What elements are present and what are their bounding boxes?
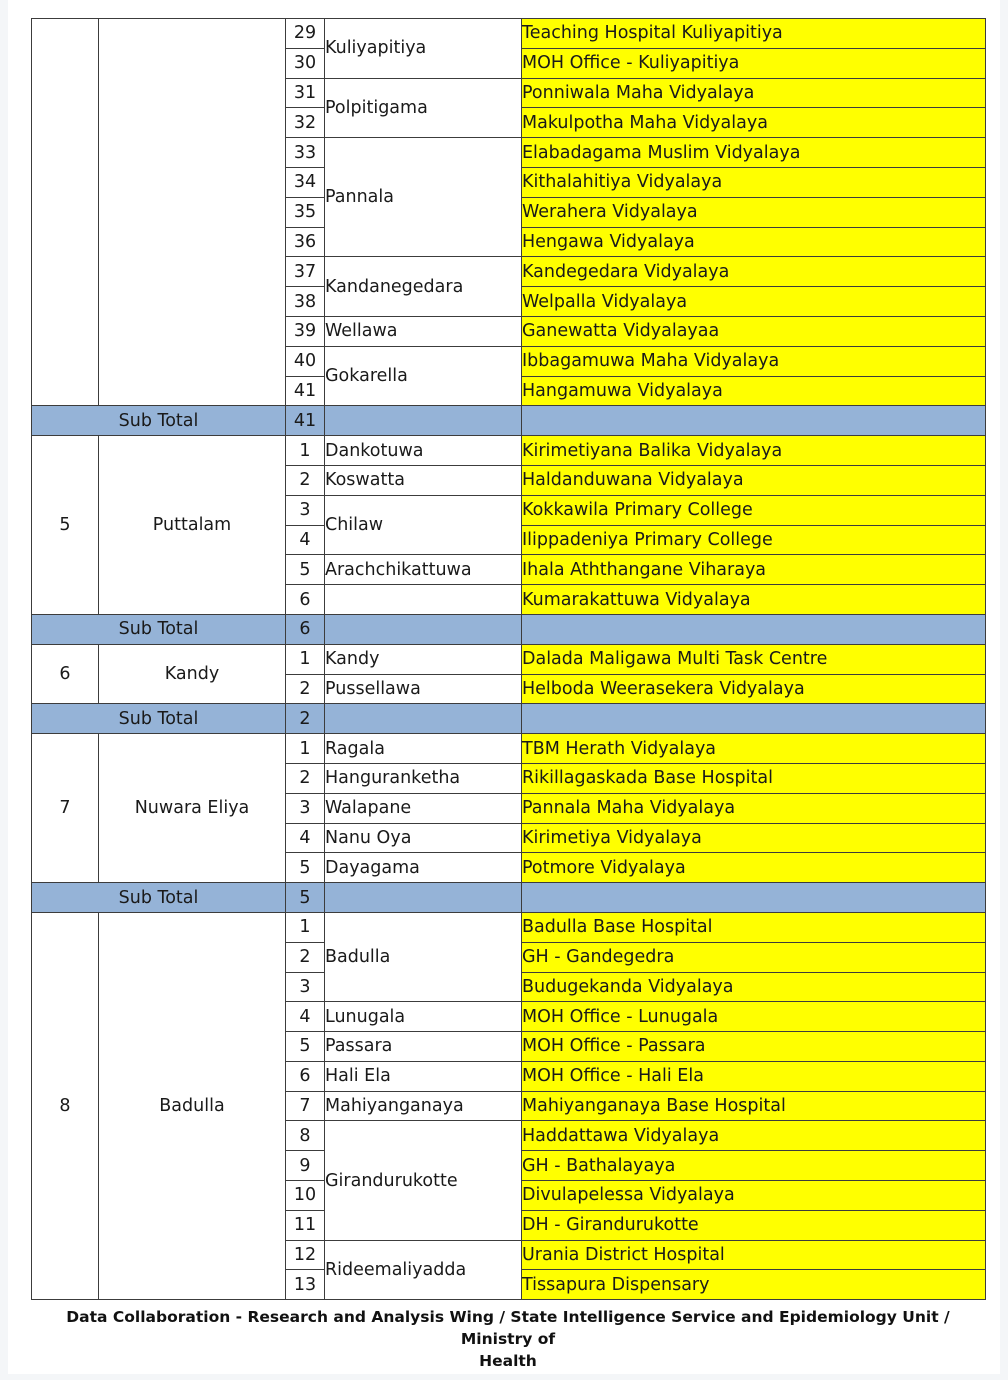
district-number	[32, 19, 99, 406]
moh-area: Passara	[325, 1032, 522, 1062]
document-page	[8, 0, 1000, 1374]
moh-area: Nanu Oya	[325, 823, 522, 853]
district-name	[99, 19, 286, 406]
row-number: 9	[286, 1151, 325, 1181]
row-number: 34	[286, 167, 325, 197]
moh-area: Hanguranketha	[325, 763, 522, 793]
subtotal-label: Sub Total	[32, 406, 286, 436]
vaccination-center: Kandegedara Vidyalaya	[522, 257, 986, 287]
vaccination-center: MOH Office - Hali Ela	[522, 1061, 986, 1091]
vaccination-center: Elabadagama Muslim Vidyalaya	[522, 138, 986, 168]
row-number: 5	[286, 555, 325, 585]
footer-credit	[31, 1306, 985, 1372]
row-number: 8	[286, 1121, 325, 1151]
row-number: 2	[286, 465, 325, 495]
row-number: 38	[286, 287, 325, 317]
subtotal-row	[32, 704, 986, 734]
subtotal-blank	[325, 406, 522, 436]
moh-area: Lunugala	[325, 1002, 522, 1032]
vaccination-center: Urania District Hospital	[522, 1240, 986, 1270]
moh-area	[325, 585, 522, 615]
row-number: 12	[286, 1240, 325, 1270]
moh-area: Dayagama	[325, 853, 522, 883]
subtotal-blank	[325, 704, 522, 734]
row-number: 13	[286, 1270, 325, 1300]
moh-area: Badulla	[325, 912, 522, 1001]
moh-area: Arachchikattuwa	[325, 555, 522, 585]
subtotal-row	[32, 614, 986, 644]
subtotal-blank	[325, 883, 522, 913]
subtotal-label: Sub Total	[32, 883, 286, 913]
moh-area: Mahiyanganaya	[325, 1091, 522, 1121]
vaccination-center: Pannala Maha Vidyalaya	[522, 793, 986, 823]
row-number: 3	[286, 793, 325, 823]
district-name: Nuwara Eliya	[99, 734, 286, 883]
moh-area: Rideemaliyadda	[325, 1240, 522, 1300]
row-number: 3	[286, 972, 325, 1002]
moh-area: Kandanegedara	[325, 257, 522, 317]
row-number: 2	[286, 763, 325, 793]
vaccination-center: Welpalla Vidyalaya	[522, 287, 986, 317]
moh-area: Hali Ela	[325, 1061, 522, 1091]
row-number: 4	[286, 525, 325, 555]
vaccination-center: TBM Herath Vidyalaya	[522, 734, 986, 764]
subtotal-row	[32, 883, 986, 913]
moh-area: Walapane	[325, 793, 522, 823]
vaccination-center: Divulapelessa Vidyalaya	[522, 1181, 986, 1211]
subtotal-blank	[522, 614, 986, 644]
subtotal-blank	[522, 704, 986, 734]
moh-area: Chilaw	[325, 495, 522, 555]
table-row	[32, 436, 986, 466]
row-number: 1	[286, 734, 325, 764]
moh-area: Polpitigama	[325, 78, 522, 138]
vaccination-center: Helboda Weerasekera Vidyalaya	[522, 674, 986, 704]
vaccination-center: Kirimetiya Vidyalaya	[522, 823, 986, 853]
subtotal-blank	[522, 406, 986, 436]
row-number: 35	[286, 197, 325, 227]
moh-area: Pannala	[325, 138, 522, 257]
row-number: 37	[286, 257, 325, 287]
vaccination-center: Kumarakattuwa Vidyalaya	[522, 585, 986, 615]
vaccination-center: MOH Office - Lunugala	[522, 1002, 986, 1032]
moh-area: Wellawa	[325, 316, 522, 346]
vaccination-center: Ibbagamuwa Maha Vidyalaya	[522, 346, 986, 376]
vaccination-center: Potmore Vidyalaya	[522, 853, 986, 883]
row-number: 41	[286, 376, 325, 406]
row-number: 2	[286, 942, 325, 972]
vaccination-center: Ihala Aththangane Viharaya	[522, 555, 986, 585]
vaccination-center: Ponniwala Maha Vidyalaya	[522, 78, 986, 108]
vaccination-center: MOH Office - Kuliyapitiya	[522, 48, 986, 78]
row-number: 6	[286, 1061, 325, 1091]
vaccination-center: Rikillagaskada Base Hospital	[522, 763, 986, 793]
vaccination-center: Haddattawa Vidyalaya	[522, 1121, 986, 1151]
subtotal-row	[32, 406, 986, 436]
district-number: 7	[32, 734, 99, 883]
row-number: 1	[286, 436, 325, 466]
row-number: 10	[286, 1181, 325, 1211]
footer-line-2: Health	[479, 1352, 537, 1370]
district-name: Puttalam	[99, 436, 286, 615]
vaccination-center: Kithalahitiya Vidyalaya	[522, 167, 986, 197]
row-number: 33	[286, 138, 325, 168]
row-number: 40	[286, 346, 325, 376]
vaccination-center: Kirimetiyana Balika Vidyalaya	[522, 436, 986, 466]
vaccination-center: Hangamuwa Vidyalaya	[522, 376, 986, 406]
vaccination-center: Ganewatta Vidyalayaa	[522, 316, 986, 346]
table-body	[32, 19, 986, 1300]
vaccination-center: Dalada Maligawa Multi Task Centre	[522, 644, 986, 674]
row-number: 1	[286, 912, 325, 942]
row-number: 5	[286, 1032, 325, 1062]
vaccination-center: Teaching Hospital Kuliyapitiya	[522, 19, 986, 49]
subtotal-label: Sub Total	[32, 704, 286, 734]
vaccination-center: Haldanduwana Vidyalaya	[522, 465, 986, 495]
row-number: 32	[286, 108, 325, 138]
footer-line-1: Data Collaboration - Research and Analysis Wing / State Intelligence Service and Epidemiology Unit / Ministry of	[66, 1308, 950, 1348]
row-number: 31	[286, 78, 325, 108]
vaccination-center: DH - Girandurukotte	[522, 1210, 986, 1240]
vaccination-center: Mahiyanganaya Base Hospital	[522, 1091, 986, 1121]
row-number: 30	[286, 48, 325, 78]
subtotal-blank	[522, 883, 986, 913]
subtotal-blank	[325, 614, 522, 644]
vaccination-centers-table	[31, 18, 986, 1300]
row-number: 5	[286, 853, 325, 883]
moh-area: Kandy	[325, 644, 522, 674]
moh-area: Gokarella	[325, 346, 522, 406]
row-number: 2	[286, 674, 325, 704]
table-row	[32, 644, 986, 674]
vaccination-center: GH - Bathalayaya	[522, 1151, 986, 1181]
vaccination-center: Werahera Vidyalaya	[522, 197, 986, 227]
subtotal-value: 5	[286, 883, 325, 913]
row-number: 4	[286, 1002, 325, 1032]
moh-area: Ragala	[325, 734, 522, 764]
district-name: Kandy	[99, 644, 286, 704]
subtotal-value: 41	[286, 406, 325, 436]
subtotal-value: 6	[286, 614, 325, 644]
row-number: 6	[286, 585, 325, 615]
table-row	[32, 734, 986, 764]
district-name: Badulla	[99, 912, 286, 1299]
vaccination-center: Badulla Base Hospital	[522, 912, 986, 942]
district-number: 5	[32, 436, 99, 615]
row-number: 11	[286, 1210, 325, 1240]
vaccination-center: Hengawa Vidyalaya	[522, 227, 986, 257]
table-row	[32, 19, 986, 49]
district-number: 6	[32, 644, 99, 704]
vaccination-center: Kokkawila Primary College	[522, 495, 986, 525]
row-number: 7	[286, 1091, 325, 1121]
subtotal-label: Sub Total	[32, 614, 286, 644]
moh-area: Pussellawa	[325, 674, 522, 704]
vaccination-center: Budugekanda Vidyalaya	[522, 972, 986, 1002]
vaccination-center: Ilippadeniya Primary College	[522, 525, 986, 555]
row-number: 36	[286, 227, 325, 257]
moh-area: Koswatta	[325, 465, 522, 495]
row-number: 1	[286, 644, 325, 674]
table-row	[32, 912, 986, 942]
row-number: 3	[286, 495, 325, 525]
row-number: 39	[286, 316, 325, 346]
subtotal-value: 2	[286, 704, 325, 734]
moh-area: Dankotuwa	[325, 436, 522, 466]
moh-area: Kuliyapitiya	[325, 19, 522, 79]
row-number: 29	[286, 19, 325, 49]
district-number: 8	[32, 912, 99, 1299]
vaccination-center: Makulpotha Maha Vidyalaya	[522, 108, 986, 138]
vaccination-center: Tissapura Dispensary	[522, 1270, 986, 1300]
moh-area: Girandurukotte	[325, 1121, 522, 1240]
vaccination-center: GH - Gandegedra	[522, 942, 986, 972]
vaccination-center: MOH Office - Passara	[522, 1032, 986, 1062]
row-number: 4	[286, 823, 325, 853]
